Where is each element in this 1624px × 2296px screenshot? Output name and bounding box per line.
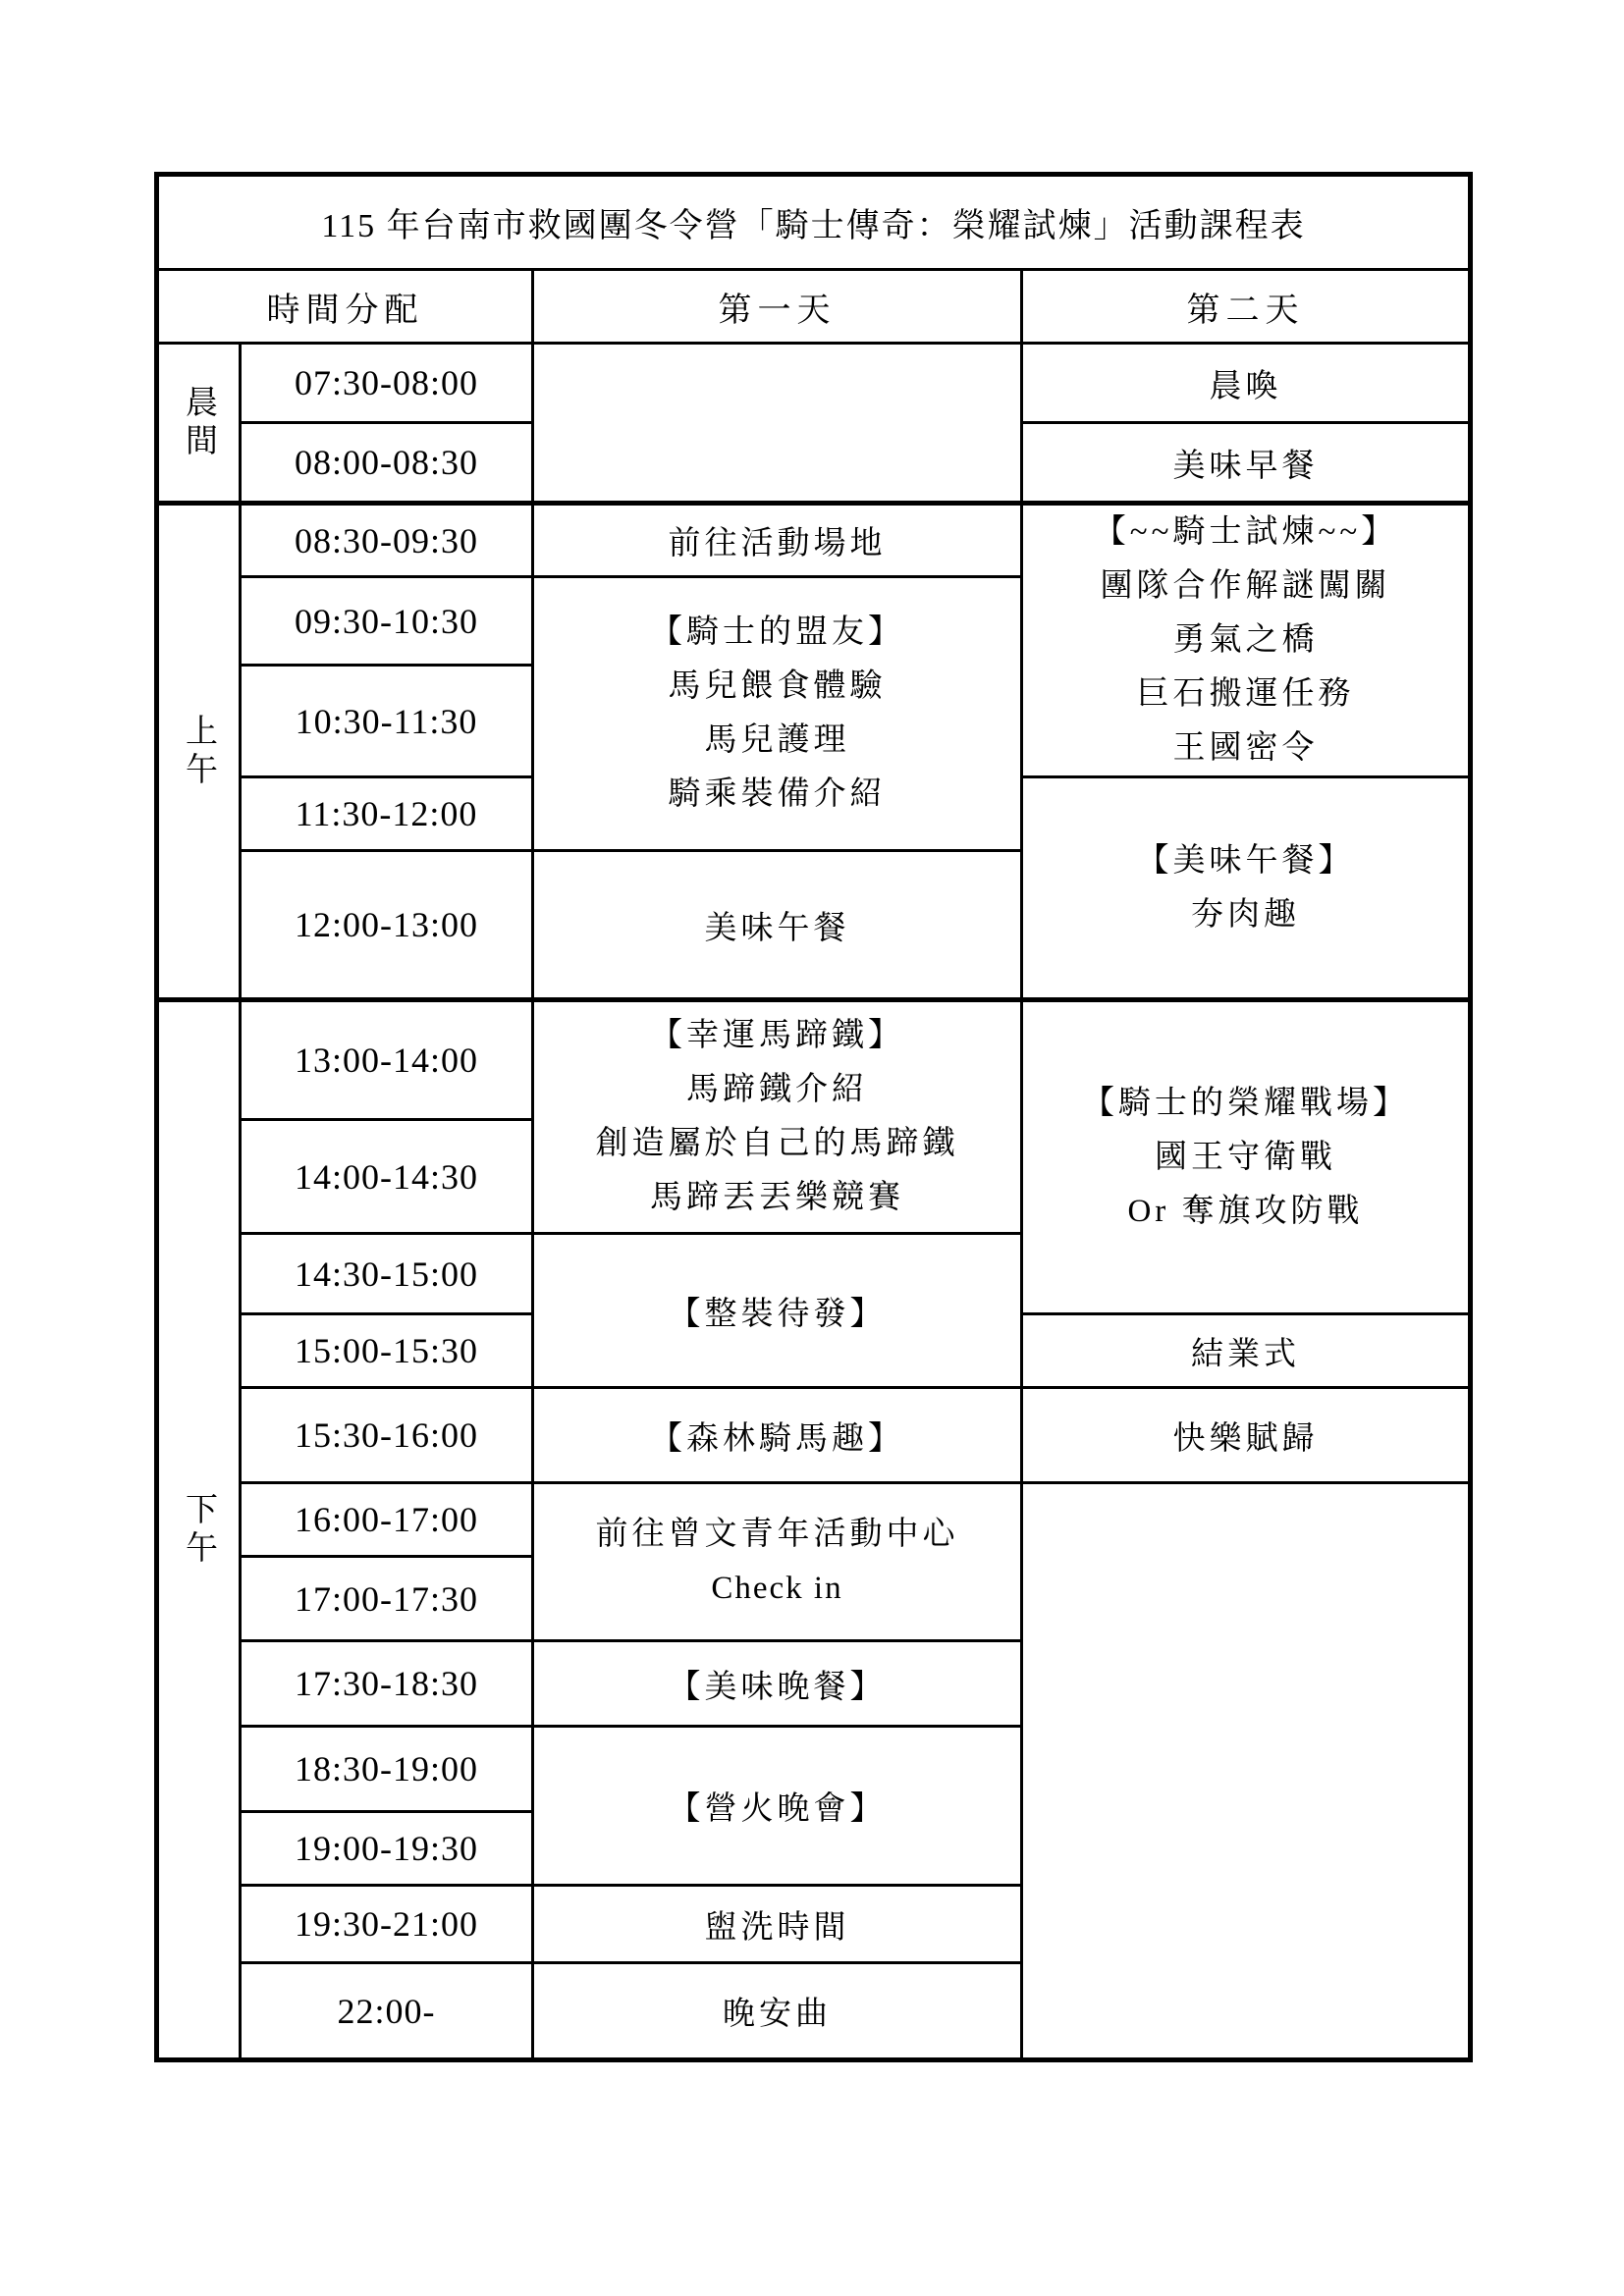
time-cell: 17:30-18:30 <box>241 1641 533 1727</box>
time-cell: 18:30-19:00 <box>241 1727 533 1812</box>
period-am-label: 上午 <box>181 713 216 790</box>
day1-forest-ride-cell: 【森林騎馬趣】 <box>533 1388 1022 1483</box>
activity-line: 前往曾文青年活動中心 <box>595 1517 959 1552</box>
day1-checkin-cell <box>533 1483 1022 1641</box>
time-cell: 19:00-19:30 <box>241 1812 533 1886</box>
activity-line: 馬兒護理 <box>704 722 850 758</box>
day2-wake-up-cell: 晨喚 <box>1022 344 1471 423</box>
activity-line: 【美味午餐】 <box>1136 842 1355 879</box>
day1-morning-empty-cell <box>533 344 1022 504</box>
activity-line: Check in <box>711 1571 843 1606</box>
time-cell: 15:00-15:30 <box>241 1314 533 1388</box>
time-cell: 11:30-12:00 <box>241 777 533 851</box>
day1-knight-ally-cell <box>533 577 1022 851</box>
activity-line: 馬蹄鐵介紹 <box>686 1072 868 1107</box>
day2-glory-battle-cell <box>1022 1000 1471 1314</box>
time-cell: 15:30-16:00 <box>241 1388 533 1483</box>
time-cell: 08:30-09:30 <box>241 504 533 577</box>
time-cell: 17:00-17:30 <box>241 1557 533 1641</box>
activity-line: 【幸運馬蹄鐵】 <box>650 1018 904 1053</box>
activity-line: Or 奪旗攻防戰 <box>1127 1193 1364 1229</box>
activity-line: 王國密令 <box>1172 730 1319 766</box>
day2-closing-cell: 結業式 <box>1022 1314 1471 1388</box>
day1-goto-site-cell: 前往活動場地 <box>533 504 1022 577</box>
day1-lucky-horseshoe-cell <box>533 1000 1022 1234</box>
activity-line: 創造屬於自己的馬蹄鐵 <box>595 1126 959 1161</box>
activity-line: 【~~騎士試煉~~】 <box>1093 514 1398 550</box>
activity-line: 馬兒餵食體驗 <box>668 668 887 704</box>
day1-campfire-cell: 【營火晚會】 <box>533 1727 1022 1886</box>
time-cell: 08:00-08:30 <box>241 423 533 504</box>
time-cell: 12:00-13:00 <box>241 851 533 1000</box>
activity-line: 勇氣之橋 <box>1172 622 1319 658</box>
time-cell: 09:30-10:30 <box>241 577 533 666</box>
day2-happy-return-cell: 快樂賦歸 <box>1022 1388 1471 1483</box>
period-pm-label: 下午 <box>181 1491 216 1569</box>
activity-line: 巨石搬運任務 <box>1136 676 1355 712</box>
day1-gear-up-cell: 【整裝待發】 <box>533 1234 1022 1388</box>
activity-line: 團隊合作解謎闖關 <box>1100 568 1391 604</box>
table-title: 115 年台南市救國團冬令營「騎士傳奇：榮耀試煉」活動課程表 <box>157 175 1471 270</box>
activity-line: 國王守衛戰 <box>1155 1139 1336 1175</box>
day1-dinner-cell: 【美味晚餐】 <box>533 1641 1022 1727</box>
day2-evening-empty-cell <box>1022 1483 1471 2060</box>
schedule-table <box>154 172 1473 2062</box>
activity-line: 夯肉趣 <box>1191 896 1300 933</box>
period-morning-label: 晨間 <box>181 384 216 461</box>
activity-line: 【騎士的盟友】 <box>650 614 904 650</box>
header-time-col: 時間分配 <box>157 270 533 344</box>
activity-line: 【騎士的榮耀戰場】 <box>1082 1085 1409 1121</box>
time-cell: 22:00- <box>241 1963 533 2060</box>
activity-line: 騎乘裝備介紹 <box>668 776 887 812</box>
time-cell: 13:00-14:00 <box>241 1000 533 1120</box>
period-am <box>157 504 241 1000</box>
header-day2: 第二天 <box>1022 270 1471 344</box>
day1-goodnight-cell: 晚安曲 <box>533 1963 1022 2060</box>
period-morning <box>157 344 241 504</box>
day2-knight-trial-cell <box>1022 504 1471 777</box>
day2-lunch-cell <box>1022 777 1471 1000</box>
activity-line: 馬蹄丟丟樂競賽 <box>650 1180 904 1215</box>
day1-wash-time-cell: 盥洗時間 <box>533 1886 1022 1963</box>
time-cell: 19:30-21:00 <box>241 1886 533 1963</box>
time-cell: 14:00-14:30 <box>241 1120 533 1234</box>
time-cell: 10:30-11:30 <box>241 666 533 777</box>
day1-lunch-cell: 美味午餐 <box>533 851 1022 1000</box>
time-cell: 14:30-15:00 <box>241 1234 533 1314</box>
time-cell: 07:30-08:00 <box>241 344 533 423</box>
header-day1: 第一天 <box>533 270 1022 344</box>
period-pm <box>157 1000 241 2060</box>
time-cell: 16:00-17:00 <box>241 1483 533 1557</box>
day2-breakfast-cell: 美味早餐 <box>1022 423 1471 504</box>
